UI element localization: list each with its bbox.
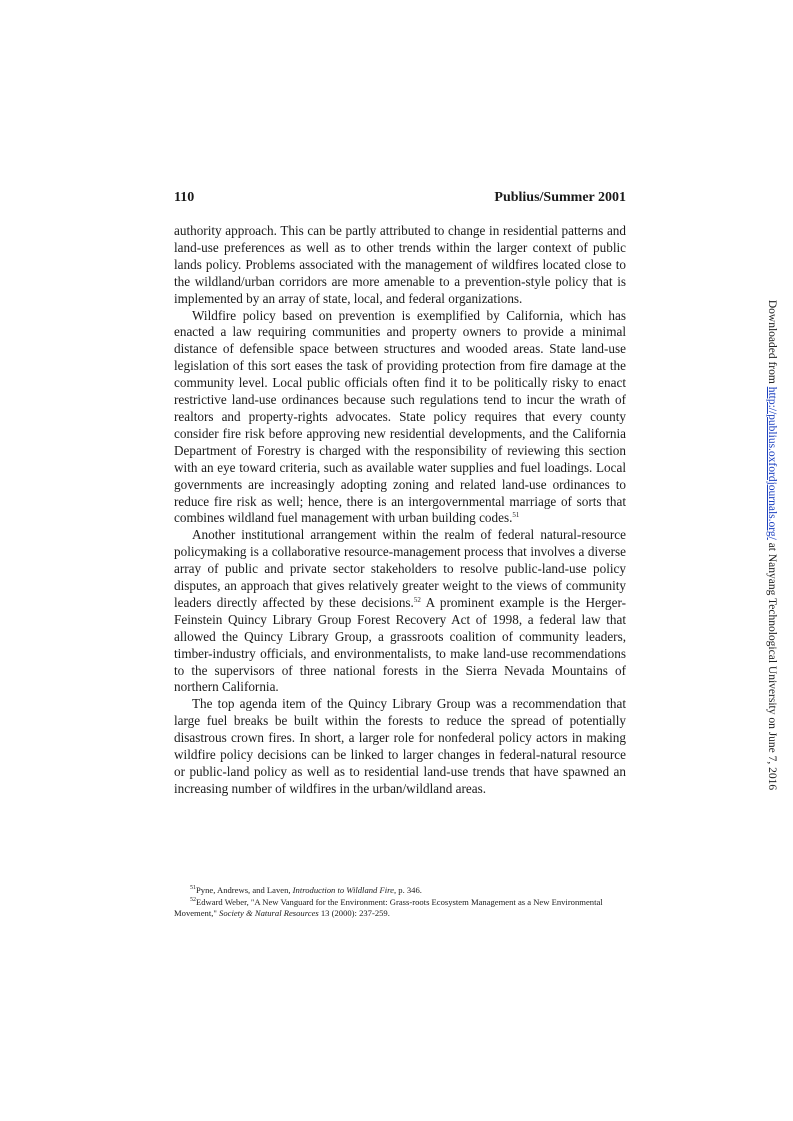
footnote-ref: 52 [413, 595, 421, 604]
paragraph [174, 223, 626, 308]
footnote [174, 897, 626, 920]
footnote-title: Introduction to Wildland Fire [292, 885, 394, 895]
download-suffix: at Nanyang Technological University on June 7, 2016 [766, 539, 778, 791]
paragraph [174, 308, 626, 528]
running-head: Publius/Summer 2001 [494, 190, 626, 205]
footnote [174, 885, 626, 897]
download-prefix: Downloaded from [766, 299, 778, 387]
footnote-number: 51 [190, 885, 196, 891]
page-header [174, 190, 626, 208]
footnote-text: , p. 346. [393, 885, 422, 895]
paragraph-text: authority approach. This can be partly attributed to change in residential patterns and land-use preferences as well as to other trends within the larger context of public lands policy. Problems associated with the management of wildfires located close to the wildland/urban corridors are more amenable to a prevention-style policy that is implemented by an array of state, local, and federal organizations. [174, 223, 626, 306]
paragraph [174, 527, 626, 696]
paragraph-text: The top agenda item of the Quincy Library Group was a recommendation that large fuel breaks be built within the forests to reduce the spread of potentially disastrous crown fires. In short, a larger role for nonfederal policy actors in making wildfire policy decisions can be linked to larger changes in federal-natural resource or public-land policy as well as to residential land-use trends that have spawned an increasing number of wildfires in the urban/wildland areas. [174, 696, 626, 796]
footnote-number: 52 [190, 896, 196, 903]
footnote-text: Pyne, Andrews, and Laven, [196, 885, 293, 895]
footnote-title: Society & Natural Resources [219, 908, 319, 918]
article-body [174, 223, 626, 798]
paragraph-text: A prominent example is the Herger-Feinstein Quincy Library Group Forest Recovery Act of 1998, a federal law that allowed the Quincy Library Group, a grassroots coalition of community leaders, timber-industry officials, and environmentalists, to make land-use recommendations to the supervisors of three national forests in the Sierra Nevada Mountains of northern California. [174, 594, 626, 695]
journal-link[interactable]: http://publius.oxfordjournals.org/ [766, 386, 778, 540]
page-number: 110 [174, 190, 195, 205]
footnotes [174, 885, 626, 920]
paragraph-text: Another institutional arrangement within the realm of federal natural-resource policymaking is a collaborative resource-management process that involves a diverse array of public and private sector stakeholders to resolve public-land-use policy disputes, an approach that gives relatively greater weight to the views of community leaders directly affected by these decisions. [174, 527, 626, 610]
footnote-ref: 51 [512, 511, 520, 520]
paragraph [174, 696, 626, 797]
footnote-text: Edward Weber, "A New Vanguard for the Environment: Grass-roots Ecosystem Management as a New Environmental Movement," [174, 896, 603, 918]
download-notice-text [766, 300, 778, 790]
footnote-text: 13 (2000): 237-259. [318, 908, 390, 918]
paragraph-text: Wildfire policy based on prevention is exemplified by California, which has enacted a law requiring communities and property owners to provide a minimal distance of defensible space between structures and wooded areas. State land-use legislation of this sort eases the task of providing protection from fire damage at the community level. Local public officials often find it to be politically risky to enact restrictive land-use ordinances because such regulations tend to incur the wrath of realtors and property-rights advocates. State policy requires that every county consider fire risk before approving new residential developments, and the California Department of Forestry is charged with the responsibility of reviewing this section with an eye toward criteria, such as available water supplies and fuel loadings. Local governments are increasingly adopting zoning and related land-use ordinances to reduce fire risk as well; hence, there is an intergovernmental marriage of sorts that combines wildland fuel management with urban building codes. [174, 307, 626, 526]
